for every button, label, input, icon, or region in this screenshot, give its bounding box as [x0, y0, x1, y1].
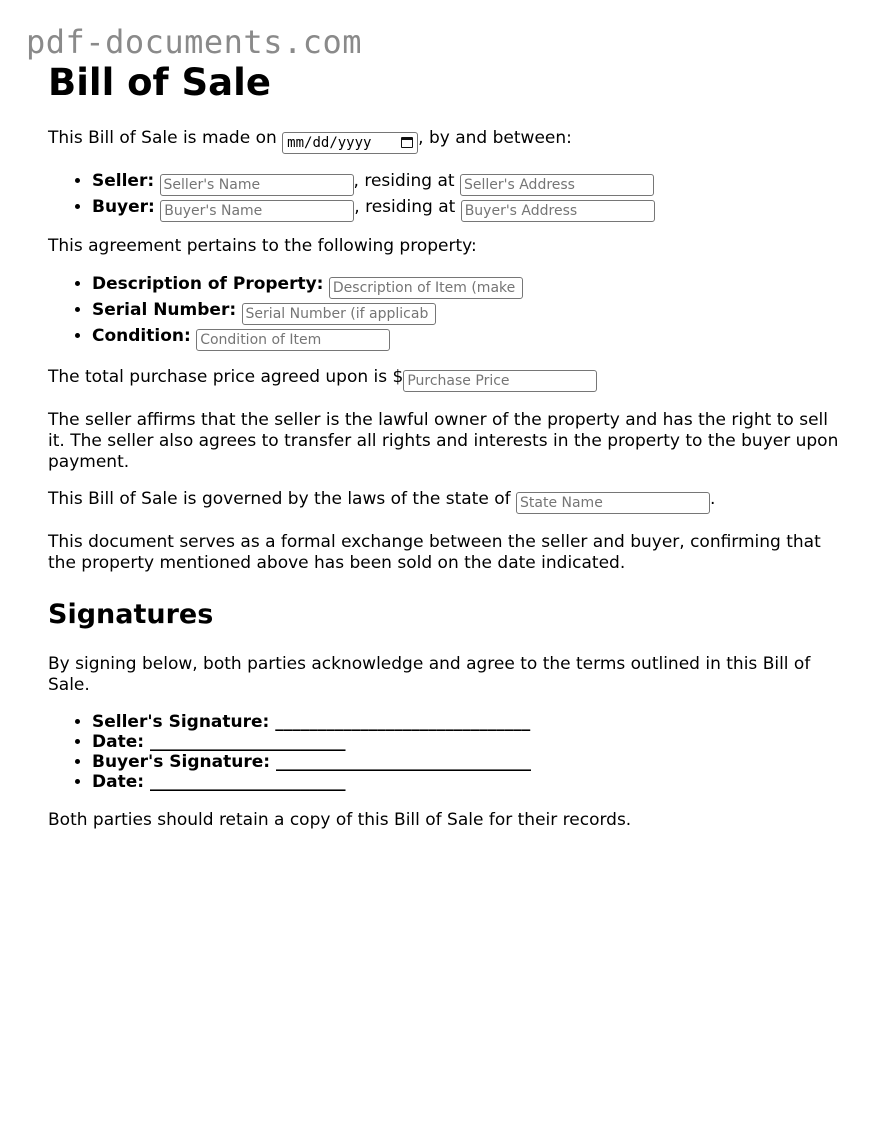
- price-paragraph: [48, 367, 848, 392]
- seller-signature-line: Seller's Signature: ______________________________: [92, 712, 531, 732]
- page-title: Bill of Sale: [48, 61, 271, 104]
- list-item-description: [92, 273, 848, 299]
- intro-text-after: , by and between:: [418, 128, 572, 148]
- buyer-name-input[interactable]: [160, 200, 354, 222]
- date-placeholder: mm/dd/yyyy: [287, 135, 372, 151]
- seller-label: Seller:: [92, 171, 155, 191]
- property-intro: This agreement pertains to the following property:: [48, 236, 477, 256]
- exchange-paragraph: This document serves as a formal exchange between the seller and buyer, confirming that the property mentioned above has been sold on the date indicated.: [48, 532, 821, 573]
- description-input[interactable]: [329, 277, 523, 299]
- buyer-label: Buyer:: [92, 197, 155, 217]
- document: [48, 60, 848, 831]
- seller-address-input[interactable]: [460, 174, 654, 196]
- list-item-seller: [92, 170, 848, 196]
- list-item-condition: [92, 325, 848, 351]
- buyer-residing-text: , residing at: [354, 197, 461, 217]
- state-name-input[interactable]: [516, 492, 710, 514]
- purchase-price-input[interactable]: [403, 370, 597, 392]
- condition-input[interactable]: [196, 329, 390, 351]
- list-item-buyer-date: [92, 772, 848, 792]
- serial-label: Serial Number:: [92, 300, 237, 320]
- seller-name-input[interactable]: [160, 174, 354, 196]
- affirm-paragraph: The seller affirms that the seller is the lawful owner of the property and has the right to sell it. The seller also agrees to transfer all rights and interests in the property to the buyer upon payment.: [48, 410, 839, 472]
- seller-residing-text: , residing at: [353, 171, 460, 191]
- date-input[interactable]: [282, 132, 418, 154]
- law-text-after: .: [710, 489, 716, 509]
- law-paragraph: [48, 489, 848, 514]
- condition-label: Condition:: [92, 326, 191, 346]
- buyer-signature-line: Buyer's Signature: ______________________________: [92, 752, 531, 772]
- signature-list: [48, 712, 848, 792]
- description-label: Description of Property:: [92, 274, 324, 294]
- intro-paragraph: [48, 128, 848, 154]
- law-text-before: This Bill of Sale is governed by the laws of the state of: [48, 489, 516, 509]
- price-text: The total purchase price agreed upon is $: [48, 367, 404, 387]
- list-item-serial: [92, 299, 848, 325]
- watermark: pdf-documents.com: [26, 23, 363, 61]
- list-item-buyer: [92, 196, 848, 222]
- calendar-icon[interactable]: [401, 137, 413, 148]
- list-item-buyer-signature: [92, 752, 848, 772]
- retain-paragraph: Both parties should retain a copy of this Bill of Sale for their records.: [48, 810, 632, 830]
- signatures-heading: Signatures: [48, 599, 214, 630]
- seller-date-line: Date: _______________________: [92, 732, 346, 752]
- acknowledge-paragraph: By signing below, both parties acknowledge and agree to the terms outlined in this Bill of Sale.: [48, 654, 811, 695]
- intro-text-before: This Bill of Sale is made on: [48, 128, 283, 148]
- serial-number-input[interactable]: [242, 303, 436, 325]
- buyer-address-input[interactable]: [461, 200, 655, 222]
- parties-list: [48, 170, 848, 222]
- list-item-seller-date: [92, 732, 848, 752]
- list-item-seller-signature: [92, 712, 848, 732]
- property-list: [48, 273, 848, 351]
- buyer-date-line: Date: _______________________: [92, 772, 346, 792]
